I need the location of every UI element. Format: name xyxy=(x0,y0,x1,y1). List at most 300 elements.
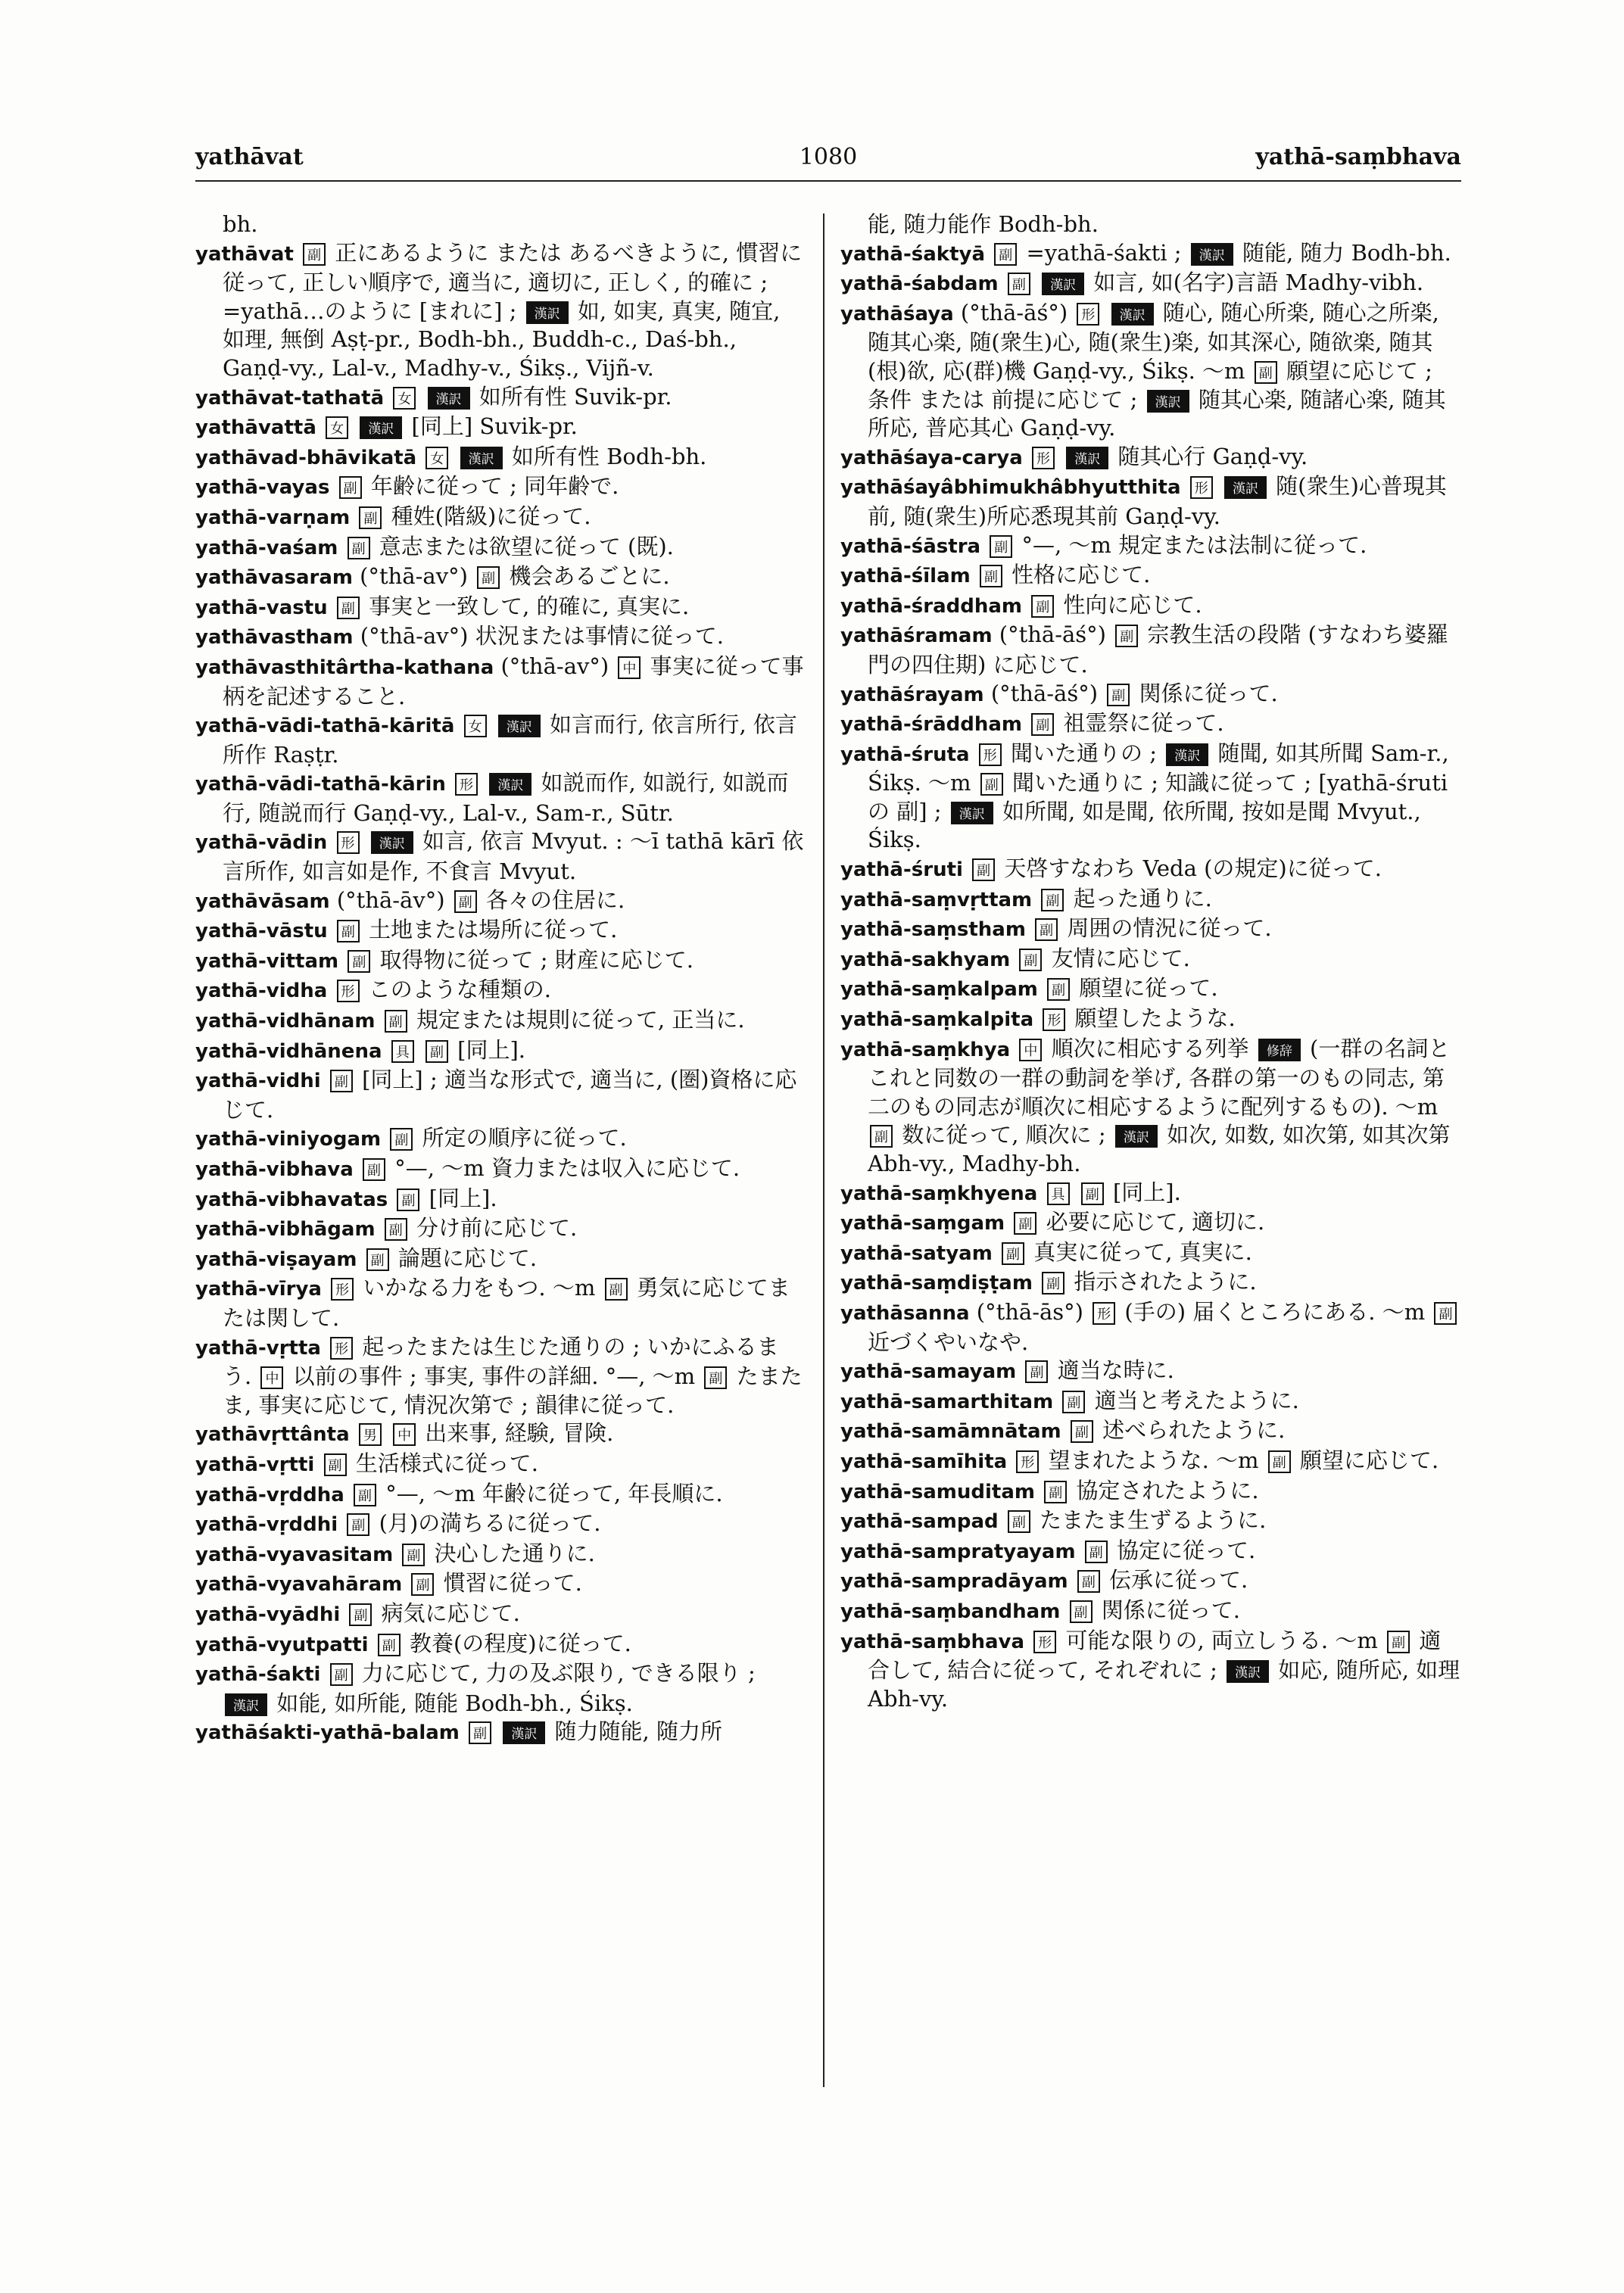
pos-marker: 副 xyxy=(1035,918,1058,941)
headword: yathāśrayam xyxy=(840,683,984,706)
column-divider xyxy=(823,213,824,2087)
pos-marker: 形 xyxy=(1077,303,1099,326)
entry-body: (°thā-ās°) 形 (手の) 届くところにある. ～m 副 近づくやいなや. xyxy=(868,1299,1459,1355)
entry-body: (°thā-av°) 中 事実に従って事柄を記述すること. xyxy=(223,653,804,709)
headword: yathāvattā xyxy=(195,416,316,440)
headword: yathā-śakti xyxy=(195,1663,321,1687)
dictionary-entry xyxy=(840,1447,1461,1477)
kanyaku-marker: 漢訳 xyxy=(225,1693,267,1716)
pos-marker: 副 xyxy=(1044,1481,1067,1503)
headword: yathāśramam xyxy=(840,625,993,648)
pos-marker: 中 xyxy=(618,656,641,679)
headword: yathā-sampradāyam xyxy=(840,1570,1068,1594)
headword: yathā-śraddham xyxy=(840,594,1022,618)
headword: yathā-vidhi xyxy=(195,1070,321,1093)
entry-body: 副 論題に応じて. xyxy=(364,1245,537,1271)
pos-marker: 副 xyxy=(1255,361,1277,384)
headword: yathā-vibhāgam xyxy=(195,1218,376,1242)
dictionary-entry xyxy=(195,383,806,413)
pos-marker: 副 xyxy=(1042,1272,1064,1294)
pos-marker: 形 xyxy=(1032,447,1055,469)
entry-body: 能, 随力能作 Bodh-bh. xyxy=(868,211,1099,237)
kanyaku-marker: 漢訳 xyxy=(1066,447,1108,469)
pos-marker: 副 xyxy=(337,920,360,942)
dictionary-entry xyxy=(195,239,806,383)
entry-body: 副 年齢に従って ; 同年齢で. xyxy=(337,473,619,499)
pos-marker: 副 xyxy=(363,1158,385,1181)
dictionary-entry xyxy=(195,622,806,653)
entry-body: 女 漢訳 如所有性 Suvik-pr. xyxy=(391,384,672,410)
pos-marker: 副 xyxy=(354,1484,376,1506)
dictionary-entry xyxy=(840,299,1461,443)
pos-marker: 副 xyxy=(390,1128,413,1151)
headword: yathā-viṣayam xyxy=(195,1248,357,1271)
headword: yathā-vayas xyxy=(195,476,330,500)
headword: yathāśaya xyxy=(840,302,954,326)
pos-marker: 副 xyxy=(337,597,360,619)
headword: yathā-saṃdiṣṭam xyxy=(840,1272,1033,1295)
entry-body: (°thā-av°) 副 機会あるごとに. xyxy=(360,563,670,590)
pos-marker: 女 xyxy=(464,715,487,737)
dictionary-entry xyxy=(840,1537,1461,1567)
entry-body: 副 力に応じて, 力の及ぶ限り, できる限り ; 漢訳 如能, 如所能, 随能 Bodh-bh., Śikṣ. xyxy=(223,1660,756,1716)
headword: yathā-śaktyā xyxy=(840,242,986,266)
dictionary-entry xyxy=(840,740,1461,855)
dictionary-entry xyxy=(195,503,806,533)
pos-marker: 副 xyxy=(1031,713,1054,736)
entry-body: 副 指示されたように. xyxy=(1040,1269,1256,1294)
dictionary-entry xyxy=(195,1274,806,1332)
dictionary-entry xyxy=(840,561,1461,591)
entry-body: 形 漢訳 如説而作, 如説行, 如説而行, 随説而行 Gaṇḍ-vy., Lal-v., Sam-r., Sūtr. xyxy=(223,770,789,826)
dictionary-entry xyxy=(840,531,1461,562)
headword: yathā-samuditam xyxy=(840,1480,1035,1503)
page-number: 1080 xyxy=(799,144,858,170)
kanyaku-marker: 漢訳 xyxy=(489,773,531,796)
dictionary-entry xyxy=(840,709,1461,740)
entry-body: 形 漢訳 如言, 依言 Mvyut. : ～ī tathā kārī 依言所作, 如言如是作, 不食言 Mvyut. xyxy=(223,828,804,885)
entry-body: 女 漢訳 如言而行, 依言所行, 依言所作 Raṣṭr. xyxy=(223,712,797,768)
entry-body: 副 病気に応じて. xyxy=(347,1600,519,1626)
entry-body: 女 漢訳 如所有性 Bodh-bh. xyxy=(423,444,706,469)
entry-body: 具 副 [同上]. xyxy=(1045,1179,1181,1205)
headword: yathā-saṃbhava xyxy=(840,1630,1025,1653)
dictionary-entry xyxy=(195,827,806,886)
dictionary-entry xyxy=(840,443,1461,473)
headword: yathā-vidhānam xyxy=(195,1010,376,1033)
headword: yathā-vādi-tathā-kāritā xyxy=(195,715,455,738)
entry-body: 副 関係に従って. xyxy=(1068,1597,1240,1623)
headword: yathāvastham xyxy=(195,626,354,650)
headword: yathāśakti-yathā-balam xyxy=(195,1721,460,1745)
headword: yathā-vādin xyxy=(195,831,328,855)
pos-marker: 副 xyxy=(1085,1541,1108,1563)
headword: yathā-śāstra xyxy=(840,534,981,558)
pos-marker: 副 xyxy=(1071,1420,1093,1443)
kanyaku-marker: 漢訳 xyxy=(1166,743,1208,766)
pos-marker: 副 xyxy=(1062,1391,1085,1413)
headword: yathā-saṃvṛttam xyxy=(840,888,1033,911)
dictionary-entry xyxy=(840,1208,1461,1238)
kanyaku-marker: 漢訳 xyxy=(360,416,402,439)
pos-marker: 形 xyxy=(331,1278,354,1301)
headword: yathā-samīhita xyxy=(840,1450,1008,1473)
entry-body: 副 °—, ～m 資力または収入に応じて. xyxy=(360,1155,740,1181)
dictionary-entry xyxy=(195,1154,806,1185)
headword: yathā-vidha xyxy=(195,980,328,1003)
headword: yathā-samarthitam xyxy=(840,1390,1054,1413)
headword: yathā-sampratyayam xyxy=(840,1540,1076,1563)
pos-marker: 形 xyxy=(1033,1631,1056,1653)
pos-marker: 副 xyxy=(1025,1360,1048,1383)
dictionary-entry xyxy=(195,1569,806,1600)
pos-marker: 副 xyxy=(397,1189,419,1211)
dictionary-entry xyxy=(195,1659,806,1718)
pos-marker: 副 xyxy=(1002,1242,1024,1265)
pos-marker: 副 xyxy=(1387,1631,1410,1653)
kanyaku-marker: 漢訳 xyxy=(1147,390,1189,413)
headword: yathāvasaram xyxy=(195,566,353,590)
headword: yathā-samāmnātam xyxy=(840,1420,1061,1444)
pos-marker: 副 xyxy=(1031,595,1054,618)
entry-body: 形 望まれたような. ～m 副 願望に応じて. xyxy=(1014,1447,1439,1473)
headword: yathāsanna xyxy=(840,1301,970,1325)
pos-marker: 副 xyxy=(980,773,1003,796)
headword: yathā-vṛddha xyxy=(195,1483,344,1506)
entry-body: 副 性格に応じて. xyxy=(977,562,1150,587)
headword: yathā-śabdam xyxy=(840,273,999,296)
entry-body: 副 正にあるように または あるべきように, 慣習に従って, 正しい順序で, 適当に, 適切に, 正しく, 的確に ; =yathā…のように [まれに] ; 漢訳 如, 如実, 真実, 随宜, 如理, 無倒 Aṣṭ-pr., Bodh-bh., Buddh-c., Daś-bh., Gaṇḍ-vy., Lal-v., Madhy-v., Śikṣ., Vijñ-v. xyxy=(223,239,803,381)
pos-marker: 副 xyxy=(1047,978,1070,1001)
entry-body: 副 種姓(階級)に従って. xyxy=(357,503,591,529)
pos-marker: 形 xyxy=(979,743,1002,766)
dictionary-entry xyxy=(840,591,1461,622)
headword: yathā-saṃkhya xyxy=(840,1038,1011,1061)
headword: yathā-śrāddham xyxy=(840,713,1022,737)
pos-marker: 副 xyxy=(1115,625,1138,647)
pos-marker: 副 xyxy=(1070,1600,1093,1623)
headword: yathā-saṃkalpita xyxy=(840,1008,1034,1032)
pos-marker: 副 xyxy=(1107,684,1130,706)
pos-marker: 形 xyxy=(1043,1008,1065,1031)
pos-marker: 副 xyxy=(330,1070,353,1092)
dictionary-entry xyxy=(195,593,806,623)
entry-body: 副 述べられたように. xyxy=(1068,1417,1285,1443)
headword: yathā-samayam xyxy=(840,1360,1017,1384)
entry-body: 中 順次に相応する列挙 修辞 (一群の名詞とこれと同数の一群の動詞を挙げ, 各群の第一のもの同志, 第二のもの同志が順次に相応するように配列するもの). ～m 副 数に従って, 順次に ; 漢訳 如次, 如数, 如次第, 如其次第 Abh-vy., Madhy-bh. xyxy=(868,1035,1451,1176)
headword: yathāśayâbhimukhâbhyutthita xyxy=(840,476,1181,500)
pos-marker: 形 xyxy=(337,831,360,854)
pos-marker: 副 xyxy=(1008,1510,1030,1533)
headword: yathā-vittam xyxy=(195,949,339,973)
headword: yathā-vādi-tathā-kārin xyxy=(195,773,446,796)
entry-body: 副 所定の順序に従って. xyxy=(388,1125,626,1151)
entry-body: 形 漢訳 随(衆生)心普現其前, 随(衆生)所応悉現其前 Gaṇḍ-vy. xyxy=(868,473,1447,529)
entry-body: 形 このような種類の. xyxy=(335,977,551,1002)
headword: yathā-vyavasitam xyxy=(195,1543,394,1566)
dictionary-entry xyxy=(840,472,1461,531)
dictionary-entry xyxy=(840,1005,1461,1035)
header-rule xyxy=(195,180,1461,182)
dictionary-entry xyxy=(840,1477,1461,1507)
headword: yathāvāsam xyxy=(195,889,330,913)
headword: yathā-vibhavatas xyxy=(195,1188,388,1211)
pos-marker: 中 xyxy=(393,1423,416,1446)
headword: yathā-viniyogam xyxy=(195,1128,382,1151)
dictionary-entry xyxy=(195,1450,806,1480)
entry-body: 副 =yathā-śakti ; 漢訳 随能, 随力 Bodh-bh. xyxy=(992,240,1451,266)
dictionary-entry xyxy=(840,974,1461,1005)
pos-marker: 具 xyxy=(1047,1182,1070,1205)
entry-body: 副 真実に従って, 真実に. xyxy=(999,1239,1252,1265)
headword: yathā-vṛddhi xyxy=(195,1513,338,1537)
dictionary-entry xyxy=(195,1245,806,1275)
pos-marker: 副 xyxy=(1434,1302,1457,1325)
pos-marker: 副 xyxy=(454,890,477,913)
entry-body: 副 教養(の程度)に従って. xyxy=(376,1631,631,1656)
dictionary-entry xyxy=(195,769,806,827)
pos-marker: 副 xyxy=(994,243,1017,266)
dictionary-entry xyxy=(840,210,1461,239)
headword: yathāvasthitârtha-kathana xyxy=(195,656,494,679)
entry-body: 副 °—, ～m 規定または法制に従って. xyxy=(987,532,1367,558)
dictionary-entry xyxy=(840,1357,1461,1387)
headword: yathā-saṃbandham xyxy=(840,1600,1061,1623)
kanyaku-marker: 漢訳 xyxy=(498,715,541,737)
dictionary-entry xyxy=(195,1509,806,1540)
headword: yathā-satyam xyxy=(840,1242,993,1265)
dictionary-entry xyxy=(840,1387,1461,1417)
kanyaku-marker: 漢訳 xyxy=(951,802,993,824)
pos-marker: 副 xyxy=(469,1721,491,1744)
kanyaku-marker: 漢訳 xyxy=(1227,1660,1269,1683)
dictionary-entry xyxy=(840,885,1461,915)
pos-marker: 副 xyxy=(347,1513,369,1536)
dictionary-entry xyxy=(195,1006,806,1036)
dictionary-entry xyxy=(840,914,1461,945)
pos-marker: 副 xyxy=(990,535,1012,558)
pos-marker: 副 xyxy=(339,476,362,499)
pos-marker: 副 xyxy=(402,1544,425,1566)
dictionary-entry xyxy=(195,1718,806,1748)
pos-marker: 形 xyxy=(330,1337,353,1360)
dictionary-entry xyxy=(840,1238,1461,1269)
dictionary-entry xyxy=(840,1268,1461,1298)
entry-body: 副 慣習に従って. xyxy=(409,1570,581,1596)
entry-body: 形 いかなる力をもつ. ～m 副 勇気に応じてまたは関して. xyxy=(223,1275,790,1331)
entry-body: 形 起ったまたは生じた通りの ; いかにふるまう. 中 以前の事件 ; 事実, 事件の詳細. °—, ～m 副 たまたま, 事実に応じて, 情況次第で ; 韻律に従って. xyxy=(223,1333,803,1418)
entry-body: (°thā-āś°) 副 宗教生活の段階 (すなわち婆羅門の四住期) に応じて. xyxy=(868,622,1448,678)
header-first-headword: yathāvat xyxy=(195,144,304,170)
kanyaku-marker: 漢訳 xyxy=(1191,243,1233,266)
headword: yathā-śruta xyxy=(840,743,970,766)
dictionary-entry xyxy=(195,653,806,711)
dictionary-entry xyxy=(195,562,806,593)
headword: yathā-śruti xyxy=(840,858,963,882)
headword: yathā-vastu xyxy=(195,596,328,619)
entry-body: 形 可能な限りの, 両立しうる. ～m 副 適合して, 結合に従って, それぞれに ; 漢訳 如応, 随所応, 如理 Abh-vy. xyxy=(868,1627,1460,1712)
entry-body: 副 土地または場所に従って. xyxy=(335,917,617,942)
headword: yathāvat xyxy=(195,242,294,266)
dictionary-entry xyxy=(195,533,806,563)
entry-body: (°thā-av°) 状況または事情に従って. xyxy=(360,623,724,650)
headword: yathā-sampad xyxy=(840,1510,999,1534)
headword: yathā-saṃkalpam xyxy=(840,978,1038,1002)
entry-body: bh. xyxy=(223,211,258,237)
pos-marker: 副 xyxy=(1041,889,1064,911)
entry-body: 副 漢訳 如言, 如(名字)言語 Madhy-vibh. xyxy=(1005,269,1423,295)
kanyaku-marker: 漢訳 xyxy=(503,1721,545,1744)
entry-body: 副 漢訳 随力随能, 随力所 xyxy=(466,1718,722,1744)
pos-marker: 男 xyxy=(359,1423,382,1446)
pos-marker: 副 xyxy=(1008,273,1030,295)
entry-body: 副 決心した通りに. xyxy=(400,1541,594,1566)
pos-marker: 副 xyxy=(972,858,995,881)
headword: yathā-saṃstham xyxy=(840,918,1026,942)
dictionary-entry xyxy=(195,886,806,917)
dictionary-entry xyxy=(840,269,1461,299)
headword: yathā-vibhava xyxy=(195,1158,354,1181)
running-header xyxy=(195,144,1461,179)
pos-marker: 副 xyxy=(870,1125,893,1148)
pos-marker: 具 xyxy=(391,1040,414,1063)
entry-body: 副 性向に応じて. xyxy=(1029,592,1202,618)
dictionary-entry xyxy=(195,1540,806,1570)
headword: yathāśaya-carya xyxy=(840,446,1023,469)
pos-marker: 副 xyxy=(980,565,1002,587)
entry-body: 副 °—, ～m 年齢に従って, 年長順に. xyxy=(351,1481,723,1506)
dictionary-entry xyxy=(195,413,806,443)
entry-body: 副 伝承に従って. xyxy=(1075,1567,1248,1593)
dictionary-entry xyxy=(840,1416,1461,1447)
right-column xyxy=(840,210,1461,1713)
headword: yathā-śīlam xyxy=(840,565,971,588)
dictionary-entry xyxy=(195,210,806,239)
pos-marker: 形 xyxy=(1093,1302,1115,1325)
entry-body: 具 副 [同上]. xyxy=(389,1037,525,1063)
pos-marker: 副 xyxy=(1081,1182,1104,1205)
kanyaku-marker: 漢訳 xyxy=(371,831,413,854)
headword: yathāvat-tathatā xyxy=(195,386,385,410)
dictionary-entry xyxy=(195,1600,806,1630)
dictionary-entry xyxy=(840,1566,1461,1597)
entry-body: 副 友情に応じて. xyxy=(1017,946,1189,971)
entry-body: 副 適当と考えたように. xyxy=(1060,1388,1298,1413)
entry-body: 副 天啓すなわち Veda (の規定)に従って. xyxy=(970,855,1382,881)
dictionary-entry xyxy=(840,945,1461,975)
dictionary-entry xyxy=(840,680,1461,710)
headword: yathā-saṃkhyena xyxy=(840,1182,1038,1205)
entry-body: 副 [同上]. xyxy=(394,1185,497,1211)
dictionary-entry xyxy=(195,1036,806,1067)
pos-marker: 副 xyxy=(1014,1212,1036,1235)
kanyaku-marker: 漢訳 xyxy=(460,447,503,469)
entry-body: 副 分け前に応じて. xyxy=(382,1215,577,1241)
entry-body: 副 (月)の満ちるに従って. xyxy=(344,1510,600,1536)
pos-marker: 女 xyxy=(393,387,416,410)
headword: yathā-vyādhi xyxy=(195,1603,341,1626)
dictionary-entry xyxy=(195,443,806,473)
dictionary-entry xyxy=(195,1124,806,1154)
pos-marker: 副 xyxy=(348,537,370,559)
pos-marker: 副 xyxy=(1077,1570,1100,1593)
entry-body: 形 聞いた通りの ; 漢訳 随聞, 如其所聞 Sam-r., Śikṣ. ～m 副 聞いた通りに ; 知識に従って ; [yathā-śruti の 副] ; 漢訳 如所聞, 如是聞, 依所聞, 按如是聞 Mvyut., Śikṣ. xyxy=(868,740,1449,853)
entry-body: 副 協定に従って. xyxy=(1083,1537,1255,1563)
dictionary-entry xyxy=(195,1214,806,1245)
dictionary-entry xyxy=(195,976,806,1006)
entry-body: 女 漢訳 [同上] Suvik-pr. xyxy=(323,413,578,439)
entry-body: 副 事実と一致して, 的確に, 真実に. xyxy=(335,594,689,619)
dictionary-entry xyxy=(195,916,806,946)
entry-body: 副 願望に従って. xyxy=(1045,975,1217,1001)
pos-marker: 女 xyxy=(326,416,348,439)
entry-body: 副 祖霊祭に従って. xyxy=(1029,710,1223,736)
entry-body: 副 協定されたように. xyxy=(1042,1478,1258,1503)
entry-body: 副 生活様式に従って. xyxy=(322,1450,538,1476)
left-column xyxy=(195,210,806,1748)
dictionary-entry xyxy=(840,1035,1461,1179)
headword: yathā-vyutpatti xyxy=(195,1633,369,1656)
kanyaku-marker: 漢訳 xyxy=(1224,476,1267,499)
headword: yathā-vīrya xyxy=(195,1278,322,1301)
dictionary-entry xyxy=(840,855,1461,885)
headword: yathā-vyavahāram xyxy=(195,1573,403,1597)
entry-body: 副 必要に応じて, 適切に. xyxy=(1011,1209,1264,1235)
pos-marker: 形 xyxy=(337,980,360,1002)
pos-marker: 副 xyxy=(385,1218,407,1241)
entry-body: 副 取得物に従って ; 財産に応じて. xyxy=(345,947,694,973)
pos-marker: 形 xyxy=(1190,476,1213,499)
entry-body: (°thā-āv°) 副 各々の住居に. xyxy=(336,886,625,913)
dictionary-entry xyxy=(840,1597,1461,1627)
headword: yathāvad-bhāvikatā xyxy=(195,446,417,469)
pos-marker: 中 xyxy=(260,1366,283,1389)
pos-marker: 副 xyxy=(1019,949,1042,971)
headword: yathā-vidhānena xyxy=(195,1039,382,1063)
dictionary-entry xyxy=(195,711,806,769)
pos-marker: 副 xyxy=(605,1278,628,1301)
entry-body: 副 [同上] ; 適当な形式で, 適当に, (圏)資格に応じて. xyxy=(223,1067,797,1123)
dictionary-entry xyxy=(195,1480,806,1510)
pos-marker: 副 xyxy=(324,1453,347,1476)
dictionary-entry xyxy=(195,1630,806,1660)
kanyaku-marker: 漢訳 xyxy=(526,301,569,324)
dictionary-entry xyxy=(840,1627,1461,1714)
entry-body: 男 中 出来事, 経験, 冒険. xyxy=(357,1420,614,1446)
pos-marker: 副 xyxy=(359,506,382,529)
kanyaku-marker: 漢訳 xyxy=(1111,303,1154,326)
pos-marker: 副 xyxy=(303,243,326,266)
dictionary-entry xyxy=(840,1298,1461,1357)
kanyaku-marker: 漢訳 xyxy=(428,387,470,410)
pos-marker: 形 xyxy=(1016,1450,1039,1473)
pos-marker: 形 xyxy=(455,773,478,796)
headword: yathā-saṃgam xyxy=(840,1212,1005,1235)
entry-body: (°thā-āś°) 副 関係に従って. xyxy=(990,680,1278,706)
entry-body: 形 願望したような. xyxy=(1040,1005,1235,1031)
headword: yathā-vaśam xyxy=(195,536,338,559)
pos-marker: 副 xyxy=(348,950,370,973)
pos-marker: 副 xyxy=(477,566,500,589)
headword: yathā-vāstu xyxy=(195,920,328,943)
entry-body: (°thā-āś°) 形 漢訳 随心, 随心所楽, 随心之所楽, 随其心楽, 随(衆生)心, 随(衆生)楽, 如其深心, 随欲楽, 随其(根)欲, 応(群)機 Gaṇḍ-vy., Śikṣ. ～m 副 願望に応じて ; 条件 または 前提に応じて ; 漢訳 随其心楽, 随諸心楽, 随其所応, 普応其心 Gaṇḍ-vy. xyxy=(868,299,1446,441)
dictionary-entry xyxy=(840,1506,1461,1537)
entry-body: 副 たまたま生ずるように. xyxy=(1005,1507,1266,1533)
headword: yathā-sakhyam xyxy=(840,948,1011,971)
pos-marker: 副 xyxy=(704,1366,727,1389)
headword: yathā-vṛtti xyxy=(195,1453,315,1476)
entry-body: 形 漢訳 随其心行 Gaṇḍ-vy. xyxy=(1030,444,1308,469)
